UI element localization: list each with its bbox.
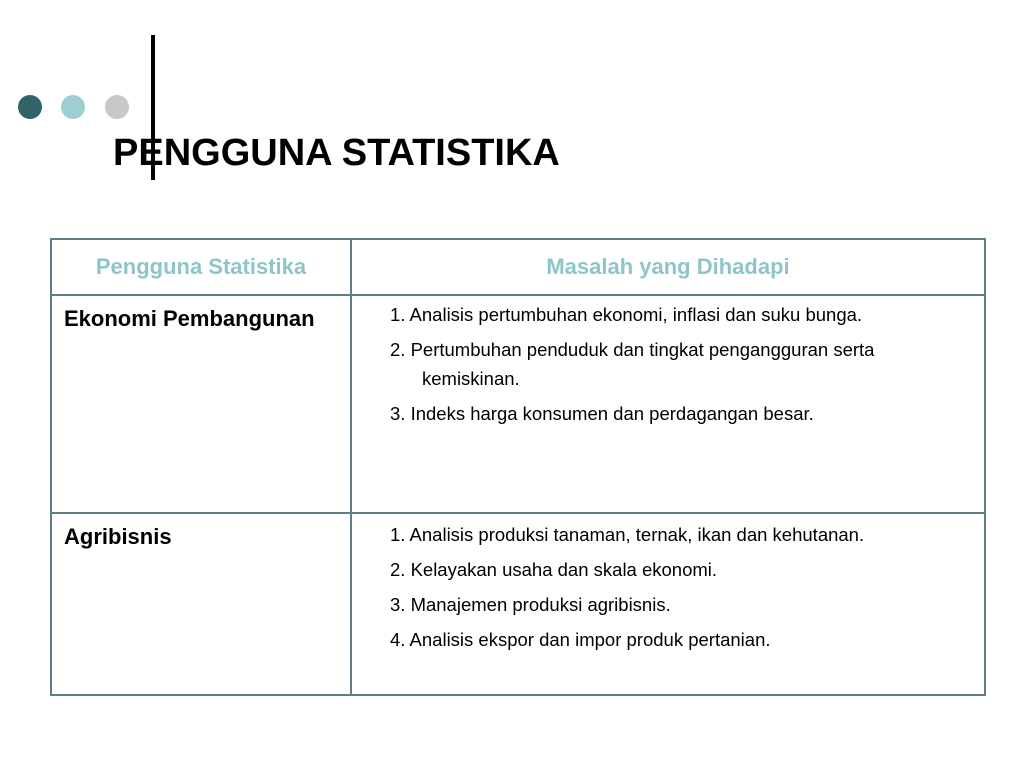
decorative-dot-gray bbox=[105, 95, 129, 119]
problems-cell bbox=[351, 295, 985, 513]
problem-item: 4. Analisis ekspor dan impor produk pertanian. bbox=[390, 629, 771, 650]
problem-item: 2. Pertumbuhan penduduk dan tingkat pengangguran serta kemiskinan. bbox=[390, 339, 875, 389]
problem-list bbox=[390, 300, 974, 428]
problems-cell bbox=[351, 513, 985, 695]
header-problems-faced: Masalah yang Dihadapi bbox=[351, 239, 985, 295]
table-row bbox=[51, 295, 985, 513]
statistics-users-table bbox=[50, 238, 986, 696]
problem-item: 1. Analisis produksi tanaman, ternak, ikan dan kehutanan. bbox=[390, 524, 865, 545]
table-row bbox=[51, 513, 985, 695]
decorative-dot-dark bbox=[18, 95, 42, 119]
problem-item: 2. Kelayakan usaha dan skala ekonomi. bbox=[390, 559, 718, 580]
problem-item: 1. Analisis pertumbuhan ekonomi, inflasi dan suku bunga. bbox=[390, 304, 863, 325]
problem-item: 3. Manajemen produksi agribisnis. bbox=[390, 594, 671, 615]
problem-list bbox=[390, 520, 974, 654]
user-cell-agribusiness: Agribisnis bbox=[51, 513, 351, 695]
table-header-row bbox=[51, 239, 985, 295]
decorative-dot-light bbox=[61, 95, 85, 119]
problem-item: 3. Indeks harga konsumen dan perdagangan besar. bbox=[390, 403, 814, 424]
slide-title: PENGGUNA STATISTIKA bbox=[113, 132, 560, 174]
header-statistics-user: Pengguna Statistika bbox=[51, 239, 351, 295]
user-cell-economic-development: Ekonomi Pembangunan bbox=[51, 295, 351, 513]
